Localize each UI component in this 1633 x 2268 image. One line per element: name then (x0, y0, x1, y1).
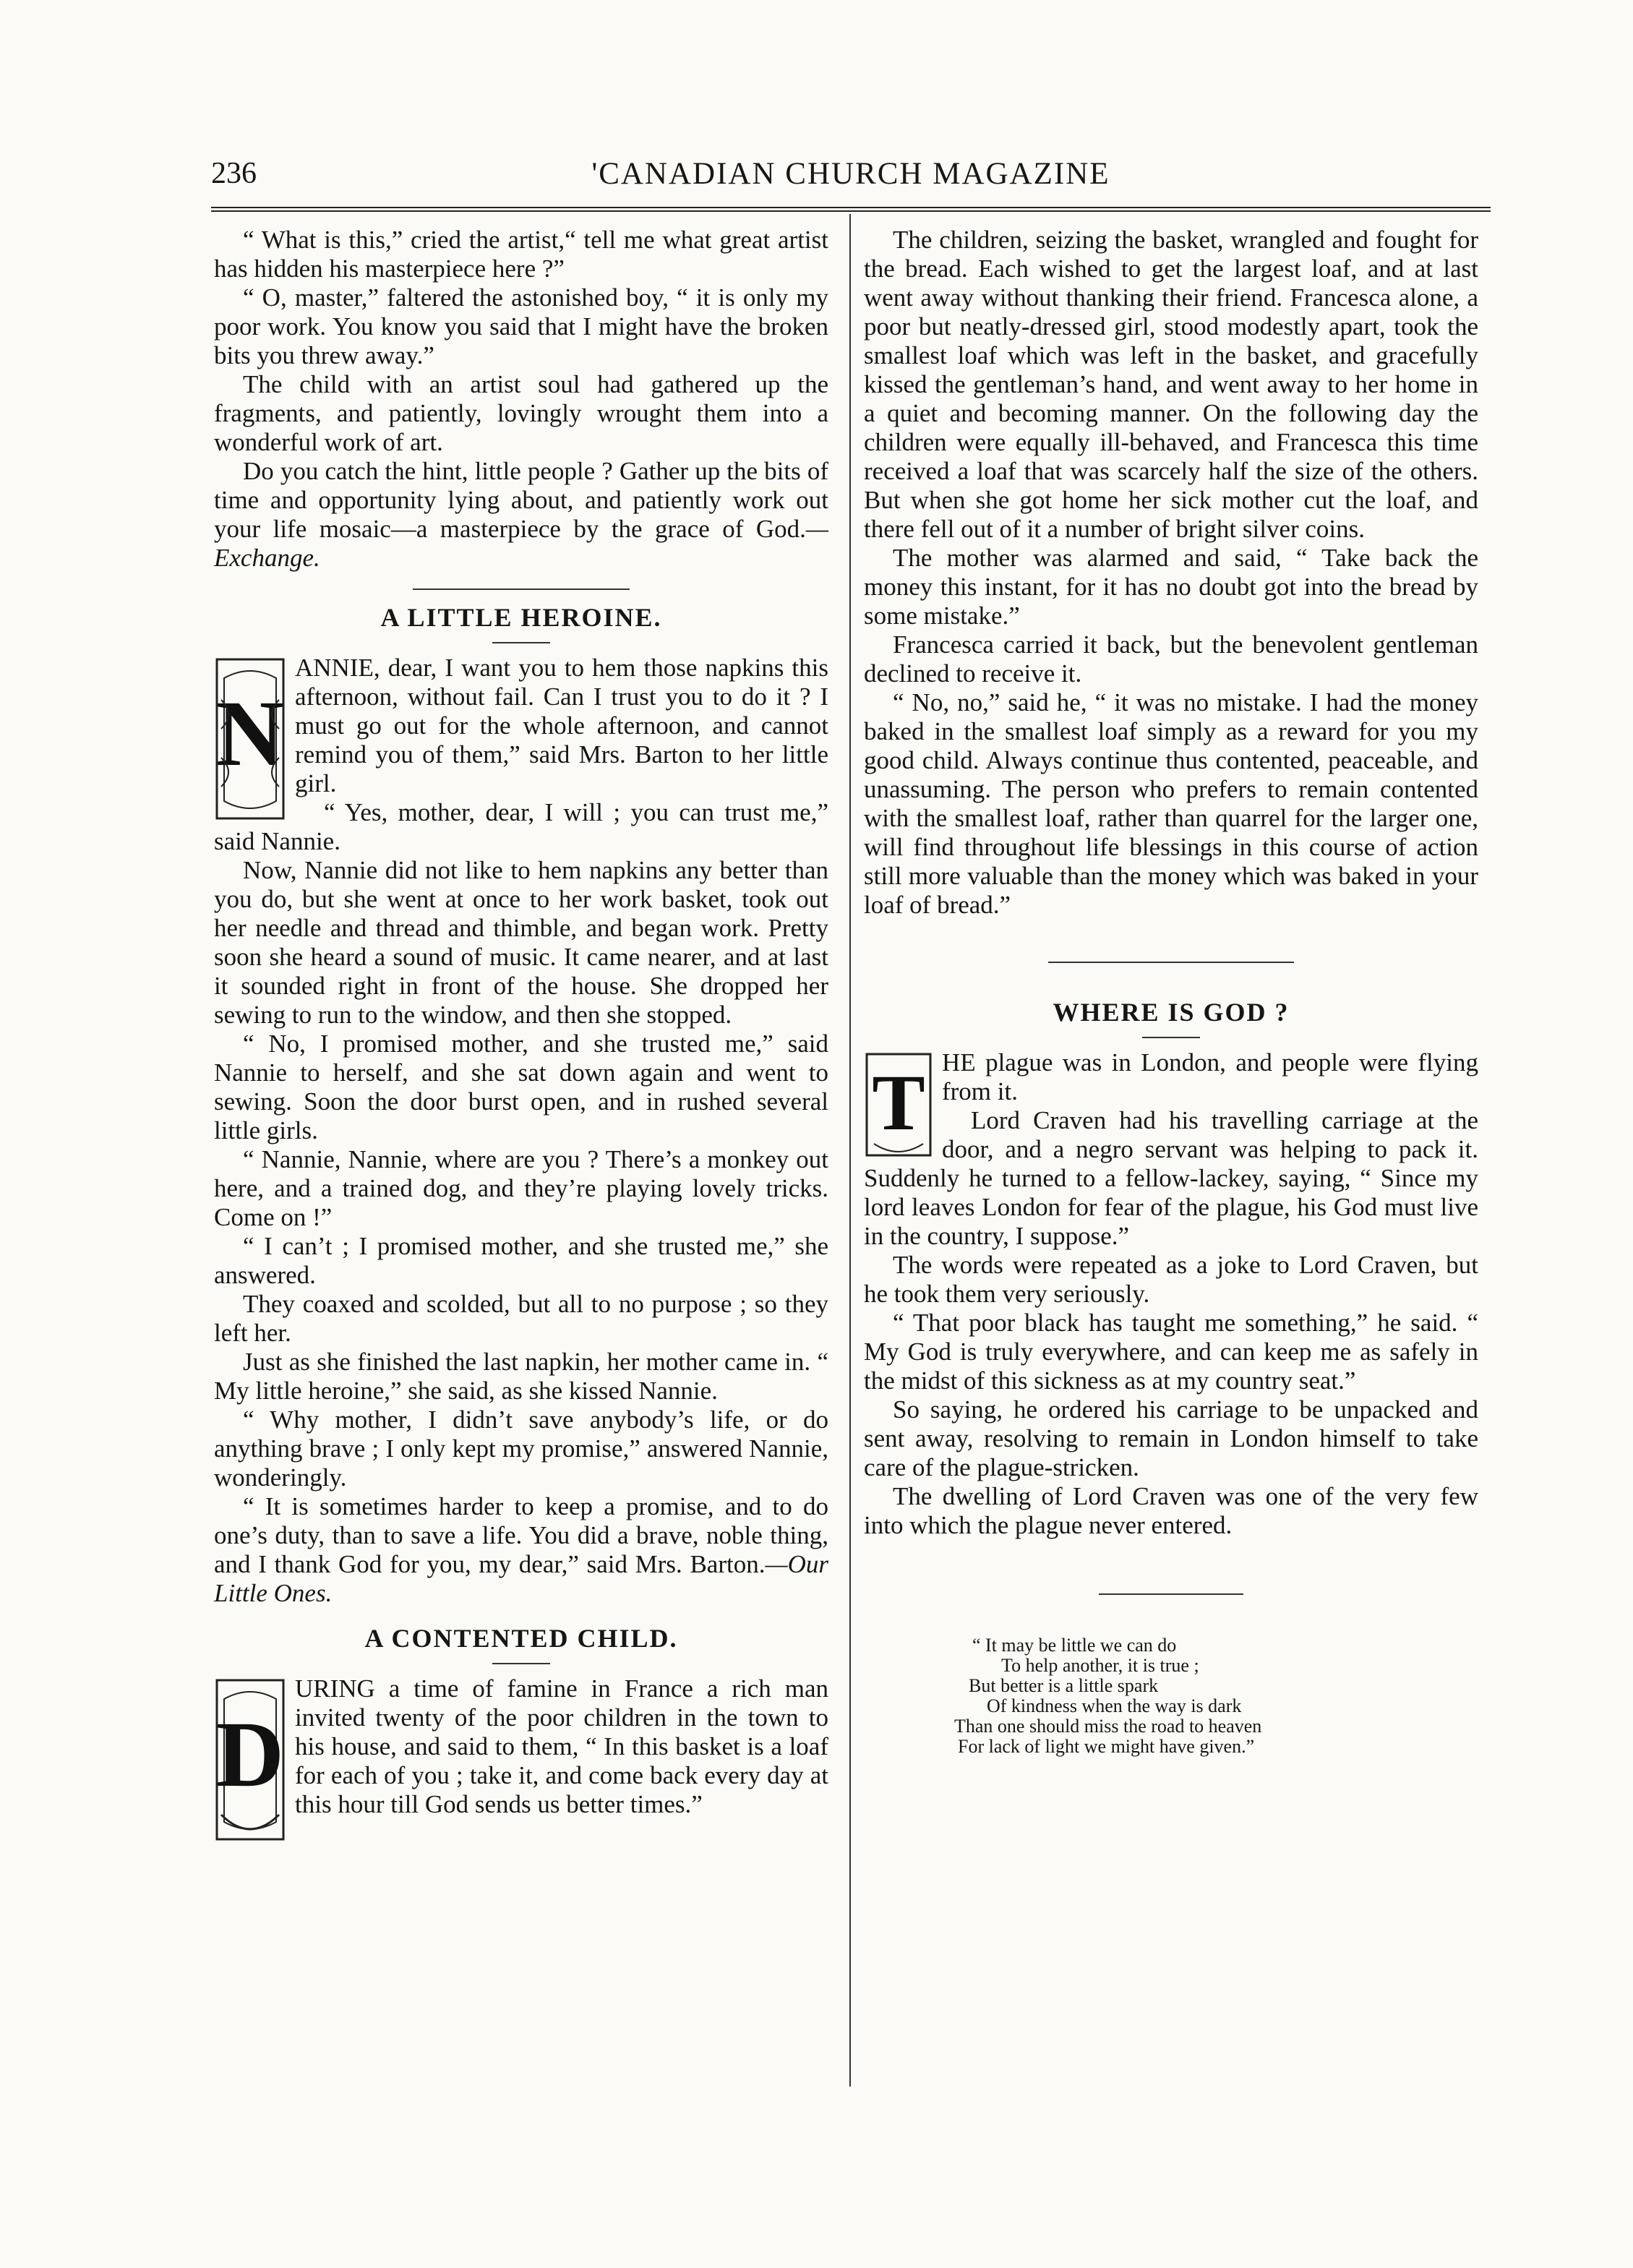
paragraph: “ Yes, mother, dear, I will ; you can trust me,” said Nannie. (214, 798, 828, 855)
paragraph: “ Why mother, I didn’t save anybody’s life, or do anything brave ; I only kept my promise,” answered Nannie, wonderingly. (214, 1405, 828, 1492)
paragraph: So saying, he ordered his carriage to be unpacked and sent away, resolving to remain in London himself to take care of the plague-stricken. (864, 1395, 1478, 1481)
paragraph-text: Do you catch the hint, little people ? Gather up the bits of time and opportunity lying about, and patiently work out your life mosaic—a masterpiece by the grace of God. (214, 457, 828, 543)
paragraph (214, 457, 828, 573)
paragraph: Just as she finished the last napkin, her mother came in. “ My little heroine,” she said, as she kissed Nannie. (214, 1348, 828, 1405)
ornamental-initial-t-icon (864, 1051, 933, 1161)
section-title-god: WHERE IS GOD ? (1053, 998, 1290, 1027)
ornamental-initial-n-icon (214, 656, 286, 824)
page-number: 236 (211, 157, 257, 190)
paragraph: Francesca carried it back, but the benevolent gentleman declined to receive it. (864, 630, 1478, 688)
paragraph: “ Nannie, Nannie, where are you ? There’s a monkey out here, and a trained dog, and they’re playing lovely tricks. Come on !” (214, 1145, 828, 1231)
section-title-contented: A CONTENTED CHILD. (364, 1624, 678, 1653)
title-rule (492, 642, 550, 643)
dropcap-letter: N (216, 682, 284, 786)
paragraph: Lord Craven had his travelling carriage at the door, and a negro servant was helping to pack it. Suddenly he turned to a fellow-lackey, saying, “ Since my lord leaves London for fear of the plague, his God must live in the country, I suppose.” (864, 1106, 1478, 1250)
column-divider (849, 214, 851, 2087)
dropcap-letter: D (216, 1703, 284, 1807)
opening-paragraph (214, 654, 828, 798)
dropcap-letter: T (872, 1058, 925, 1147)
running-title: 'CANADIAN CHURCH MAGAZINE (591, 157, 1110, 191)
source-credit: —Our Little Ones. (214, 1550, 828, 1607)
poem-line: But better is a little spark (969, 1675, 1159, 1696)
paragraph: They coaxed and scolded, but all to no purpose ; so they left her. (214, 1290, 828, 1347)
paragraph: The child with an artist soul had gathered up the fragments, and patiently, lovingly wrought them into a wonderful work of art. (214, 370, 828, 456)
paragraph-text: “ It is sometimes harder to keep a promise, and to do one’s duty, than to save a life. You did a brave, noble thing, and I thank God for you, my dear,” said Mrs. Barton. (214, 1492, 828, 1578)
poem-line: Of kindness when the way is dark (987, 1695, 1242, 1716)
page-header (211, 150, 1491, 201)
paragraph: The children, seizing the basket, wrangled and fought for the bread. Each wished to get the largest loaf, and at last went away without thanking their friend. Francesca alone, a poor but neatly-dressed girl, stood modestly apart, took the smallest loaf which was left in the basket, and gracefully kissed the gentleman’s hand, and went away to her home in a quiet and becoming manner. On the following day the children were equally ill-behaved, and Francesca this time received a loaf that was scarcely half the size of the others. But when she got home her sick mother cut the loaf, and there fell out of it a number of bright silver coins. (864, 226, 1478, 543)
paragraph: “ That poor black has taught me something,” he said. “ My God is truly everywhere, and can keep me as safely in the midst of this sickness as at my country seat.” (864, 1309, 1478, 1395)
poem-line: “ It may be little we can do (972, 1635, 1177, 1656)
section-title-heroine: A LITTLE HEROINE. (380, 603, 662, 632)
opening-paragraph (864, 1048, 1478, 1147)
paragraph: “ No, I promised mother, and she trusted me,” said Nannie to herself, and she sat down again and went to sewing. Soon the door burst open, and in rushed several little girls. (214, 1030, 828, 1144)
poem-line: Than one should miss the road to heaven (954, 1716, 1262, 1737)
title-rule (492, 1663, 550, 1664)
poem-line: For lack of light we might have given.” (958, 1736, 1255, 1757)
paragraph: “ No, no,” said he, “ it was no mistake. I had the money baked in the smallest loaf simply as a reward for you my good child. Always continue thus contented, peaceable, and unassuming. The person who prefers to remain contented with the smallest loaf, rather than quarrel for the larger one, will find throughout life blessings in this course of action still more valuable than the money which was baked in your loaf of bread.” (864, 688, 1478, 919)
paragraph-text: HE plague was in London, and people were flying from it. (942, 1048, 1478, 1105)
header-rule (211, 207, 1491, 212)
paragraph: Now, Nannie did not like to hem napkins any better than you do, but she went at once to her work basket, took out her needle and thread and thimble, and began work. Pretty soon she heard a sound of music. It came nearer, and at last it sounded right in front of the house. She dropped her sewing to run to the window, and then she stopped. (214, 856, 828, 1029)
paragraph: “ I can’t ; I promised mother, and she trusted me,” she answered. (214, 1232, 828, 1289)
source-credit: —Exchange. (214, 515, 828, 572)
right-column (864, 226, 1478, 1757)
ornamental-initial-d-icon (214, 1677, 286, 1845)
left-column (214, 226, 828, 1845)
paragraph: “ What is this,” cried the artist,“ tell me what great artist has hidden his masterpiece here ?” (214, 226, 828, 283)
paragraph-text: ANNIE, dear, I want you to hem those napkins this afternoon, without fail. Can I trust you to do it ? I must go out for the whole afternoon, and cannot remind you of them,” said Mrs. Barton to her little girl. (295, 654, 828, 797)
paragraph: The mother was alarmed and said, “ Take back the money this instant, for it has no doubt got into the bread by some mistake.” (864, 544, 1478, 630)
title-rule (1142, 1037, 1200, 1038)
paragraph-text: URING a time of famine in France a rich man invited twenty of the poor children in the town to his house, and said to them, “ In this basket is a loaf for each of you ; take it, and come back every day at this hour till God sends us better times.” (295, 1674, 828, 1818)
poem-line: To help another, it is true ; (1001, 1655, 1199, 1676)
paragraph: The words were repeated as a joke to Lord Craven, but he took them very seriously. (864, 1251, 1478, 1308)
paragraph: “ O, master,” faltered the astonished boy, “ it is only my poor work. You know you said that I might have the broken bits you threw away.” (214, 283, 828, 369)
paragraph (214, 1492, 828, 1608)
paragraph: The dwelling of Lord Craven was one of the very few into which the plague never entered. (864, 1482, 1478, 1539)
opening-paragraph (214, 1674, 828, 1819)
closing-poem (864, 1635, 1478, 1757)
